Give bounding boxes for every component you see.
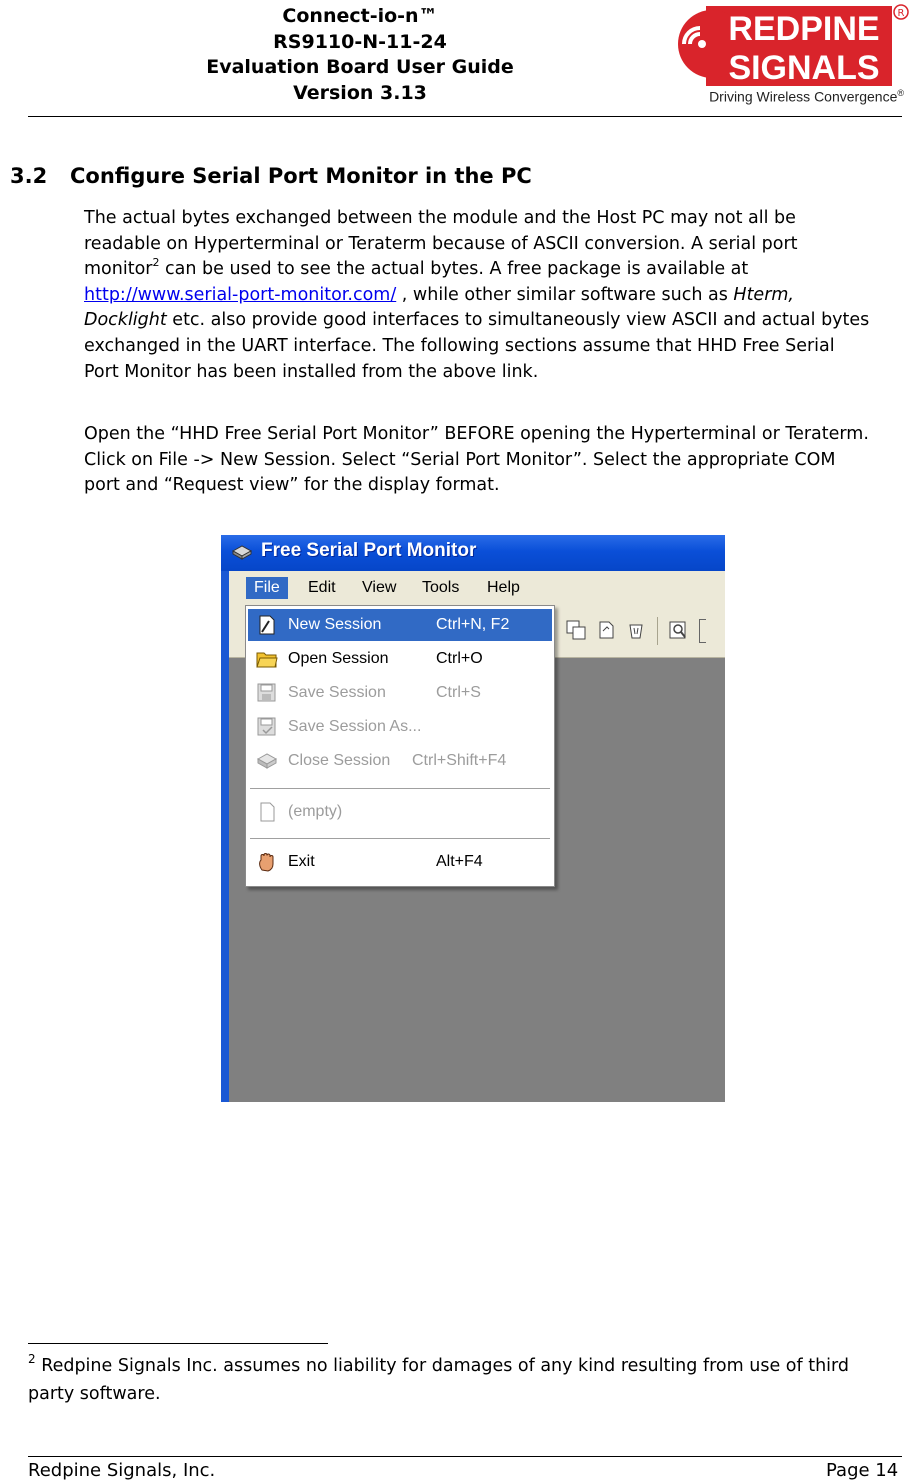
footnote-reference[interactable]: 2 bbox=[152, 256, 160, 270]
window-titlebar bbox=[221, 535, 725, 571]
trash-icon[interactable] bbox=[625, 619, 647, 641]
menu-item-exit[interactable]: Exit Alt+F4 bbox=[248, 846, 552, 878]
intro-paragraph: The actual bytes exchanged between the module and the Host PC may not all be readable on Hyperterminal or Teraterm because of ASCII conversion. A serial port monitor$^2$ can be used to see the actual bytes. A free package is available at http://www.serial-port-monitor.com/ , while other similar software such as Hterm, Docklight etc. also provide good interfaces to simultaneously view ASCII and actual bytes exchanged in the UART interface. The following sections assume that HHD Free Serial Port Monitor has been installed from the above link. bbox=[84, 208, 870, 382]
menu-edit[interactable]: Edit bbox=[308, 579, 336, 596]
header-divider bbox=[28, 116, 902, 117]
header-version: Version 3.13 bbox=[293, 81, 427, 104]
new-document-icon bbox=[256, 615, 278, 635]
folder-icon bbox=[256, 649, 278, 669]
menu-separator bbox=[250, 838, 550, 839]
app-screenshot bbox=[221, 535, 725, 1102]
logo-word-2: SIGNALS bbox=[728, 49, 880, 87]
hand-icon bbox=[256, 852, 278, 872]
instructions-paragraph: Open the “HHD Free Serial Port Monitor” BEFORE opening the Hyperterminal or Teraterm. Click on File -> New Session. Select “Serial Port Monitor”. Select the appropriate COM port and “Request view” for the display format. bbox=[84, 424, 869, 496]
window-border bbox=[221, 571, 229, 1102]
menu-item-save-session[interactable]: Save Session Ctrl+S bbox=[248, 677, 552, 709]
footnote-mark: 2 bbox=[28, 1352, 36, 1366]
software-names: Hterm, Docklight bbox=[84, 284, 794, 331]
header-doc-title: Evaluation Board User Guide bbox=[206, 56, 514, 78]
menu-item-recent-empty[interactable]: (empty) bbox=[248, 796, 552, 828]
section-heading bbox=[10, 164, 532, 188]
save-icon bbox=[256, 683, 278, 703]
menu-file[interactable]: File bbox=[246, 577, 288, 599]
footer-company: Redpine Signals, Inc. bbox=[28, 1460, 216, 1481]
footnote-divider bbox=[28, 1343, 328, 1344]
toolbar-overflow[interactable] bbox=[699, 619, 706, 643]
section-title: Configure Serial Port Monitor in the PC bbox=[70, 164, 532, 188]
toolbar-separator bbox=[657, 617, 658, 645]
section-number: 3.2 bbox=[10, 164, 48, 188]
menu-view[interactable]: View bbox=[362, 579, 397, 596]
blank-page-icon bbox=[256, 802, 278, 822]
header-product: Connect-io-n™ bbox=[282, 5, 438, 27]
menu-help[interactable]: Help bbox=[487, 579, 520, 596]
menu-item-new-session[interactable]: New Session Ctrl+N, F2 bbox=[248, 609, 552, 641]
logo-word-1: REDPINE bbox=[728, 10, 880, 48]
menu-bar bbox=[229, 571, 725, 605]
document-icon[interactable] bbox=[595, 619, 617, 641]
logo-tagline: Driving Wireless Convergence® bbox=[709, 88, 904, 105]
menu-item-save-session-as[interactable]: Save Session As... bbox=[248, 711, 552, 743]
svg-text:R: R bbox=[897, 8, 905, 19]
footer-divider bbox=[28, 1456, 902, 1457]
document-header bbox=[150, 4, 570, 106]
menu-item-close-session[interactable]: Close Session Ctrl+Shift+F4 bbox=[248, 745, 552, 777]
header-model: RS9110-N-11-24 bbox=[273, 30, 447, 53]
menu-tools[interactable]: Tools bbox=[422, 579, 460, 596]
close-session-icon bbox=[256, 751, 278, 771]
page-number: Page 14 bbox=[826, 1460, 899, 1481]
menu-item-open-session[interactable]: Open Session Ctrl+O bbox=[248, 643, 552, 675]
serial-port-monitor-link[interactable]: http://www.serial-port-monitor.com/ bbox=[84, 284, 397, 305]
find-icon[interactable] bbox=[667, 619, 689, 641]
app-icon bbox=[231, 543, 253, 561]
save-as-icon bbox=[256, 717, 278, 737]
window-title: Free Serial Port Monitor bbox=[261, 540, 477, 561]
file-menu-dropdown bbox=[245, 605, 555, 887]
footnote: $^2$ Redpine Signals Inc. assumes no liability for damages of any kind resulting from use of third party software. bbox=[28, 1352, 850, 1404]
menu-separator bbox=[250, 788, 550, 789]
windows-icon[interactable] bbox=[565, 619, 587, 641]
